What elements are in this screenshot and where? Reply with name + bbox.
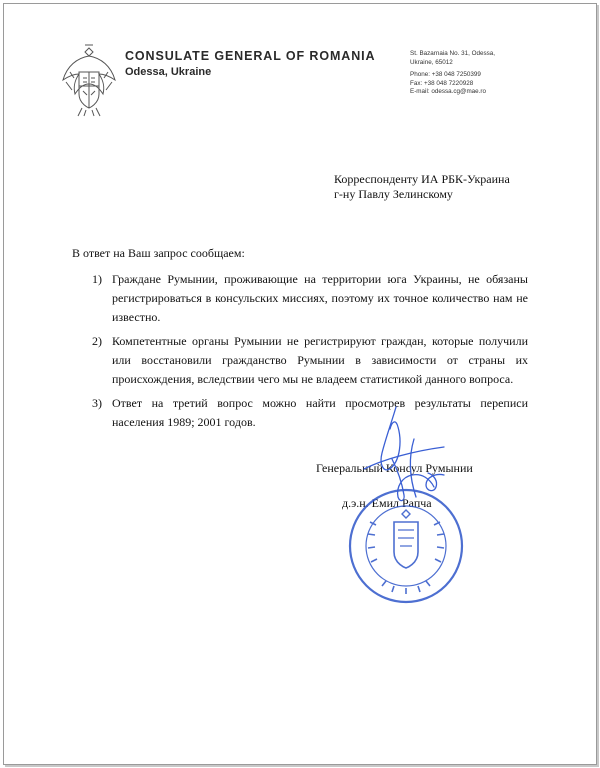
list-item-text: Компетентные органы Румынии не регистрируют граждан, которые получили или восстановили гражданство Румынии в зависимости от страны их происхождения, вследствии чего мы не владеем статистикой данного вопроса. — [112, 334, 528, 386]
list-item-text: Граждане Румынии, проживающие на территории юга Украины, не обязаны регистрироваться в консульских миссиях, поэтому их точное количество нам не известно. — [112, 272, 528, 324]
list-item-text: Ответ на третий вопрос можно найти просмотрев результаты переписи населения 1989; 2001 годов. — [112, 396, 528, 429]
org-name: CONSULATE GENERAL OF ROMANIA — [125, 49, 376, 63]
list-item-number: 2) — [92, 334, 102, 348]
romania-coat-of-arms-icon — [60, 42, 118, 122]
address-line-2: Ukraine, 65012 — [410, 58, 453, 66]
signatory-name: д.э.н. Емил Рапча — [342, 496, 432, 510]
email-line: E-mail: odessa.cg@mae.ro — [410, 88, 487, 96]
fax-line: Fax: +38 048 7220928 — [410, 79, 474, 87]
list-item — [92, 332, 528, 389]
signatory-title: Генеральный Консул Румынии — [316, 461, 473, 475]
intro-text: В ответ на Ваш запрос сообщаем: — [72, 246, 245, 260]
recipient-block — [334, 172, 510, 202]
contact-block — [410, 50, 495, 97]
recipient-line-2: г-ну Павлу Зелинскому — [334, 187, 453, 201]
recipient-line-1: Корреспонденту ИА РБК-Украина — [334, 172, 510, 186]
phone-line: Phone: +38 048 7250399 — [410, 71, 481, 79]
list-item-number: 3) — [92, 396, 102, 410]
org-city: Odessa, Ukraine — [125, 66, 212, 78]
list-item-number: 1) — [92, 272, 102, 286]
document-page — [3, 3, 597, 765]
address-line-1: St. Bazarnaia No. 31, Odessa, — [410, 50, 496, 57]
handwritten-signature-icon — [344, 399, 474, 519]
list-item — [92, 270, 528, 327]
